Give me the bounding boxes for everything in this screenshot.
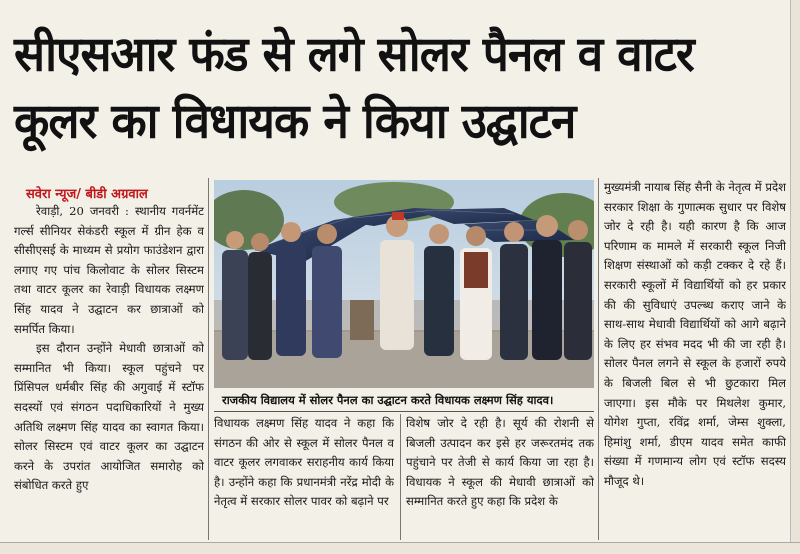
news-photo-image: [214, 180, 594, 388]
byline: सवेरा न्यूज/ बीडी अग्रवाल: [26, 187, 148, 202]
column-divider: [208, 178, 209, 540]
column-divider: [400, 414, 401, 540]
page-bottom-edge: [0, 542, 800, 554]
article-paragraph: विशेष जोर दे रही है। सूर्य की रोशनी से बिजली उत्पादन कर इसे हर जरूरतमंद तक पहुंचाने पर तेजी से कार्य किया जा रहा है। विधायक ने स्कूल की मेधावी छात्राओं को सम्मानित करते हुए कहा कि प्रदेश के: [406, 416, 594, 509]
headline-line-2: कूलर का विधायक ने किया उद्घाटन: [14, 92, 576, 150]
page-edge: [790, 0, 800, 554]
column-divider: [598, 178, 599, 540]
article-column-3: [406, 414, 594, 540]
headline: [14, 20, 786, 154]
article-paragraph: मुख्यमंत्री नायाब सिंह सैनी के नेतृत्व में प्रदेश सरकार शिक्षा के गुणात्मक सुधार पर विशेष जोर दे रही है। यही कारण है कि आज परिणाम क मामले में सरकारी स्कूल निजी शिक्षण संस्थाओं को कड़ी टक्कर दे रहे हैं। सरकारी स्कूलों में विद्यार्थियों को हर प्रकार की की सुविधाएं उपल्ब्ध कराए जाने के साथ-साथ मेधावी विद्यार्थियों को आगे बढ़ाने के लिए हर संभव मदद भी की जा रही है। सोलर पैनल लगने से स्कूल के हजारों रुपये के बिजली बिल से भी छुटकारा मिल जाएगा। इस मौके पर मिथलेश कुमार, योगेश गुप्ता, रविंद्र शर्मा, जेम्स शुक्ला, हिमांशु शर्मा, डीएम यादव समेत काफी संख्या में गणमान्य लोग एवं स्टॉफ सदस्य मौजूद थे।: [604, 180, 786, 488]
photo-caption: राजकीय विद्यालय में सोलर पैनल का उद्घाटन करते विधायक लक्ष्मण सिंह यादव।: [214, 390, 594, 412]
headline-line-1: सीएसआर फंड से लगे सोलर पैनल व वाटर: [14, 25, 694, 82]
article-column-2: [214, 414, 394, 540]
article-paragraph: विधायक लक्ष्मण सिंह यादव ने कहा कि संगठन की ओर से स्कूल में सोलर पैनल व वाटर कूलर लगवाकर सराहनीय कार्य किया है। उन्होंने कहा कि प्रधानमंत्री नरेंद्र मोदी के नेतृत्व में सरकार सोलर पावर को बढ़ाने पर: [214, 416, 394, 509]
article-column-1: [14, 202, 204, 540]
article-column-4: [604, 178, 786, 540]
article-paragraph: रेवाड़ी, 20 जनवरी : स्थानीय गवर्नमेंट गर्ल्स सीनियर सेकंडरी स्कूल में ग्रीन हेक व सीसीएसई के माध्यम से प्रयोग फाउंडेशन द्वारा लगाए गए पांच किलोवाट के सोलर सिस्टम तथा वाटर कूलर का रेवाड़ी विधायक लक्ष्मण सिंह यादव ने उद्घाटन कर छात्राओं को समर्पित किया।: [14, 204, 204, 336]
article-paragraph: इस दौरान उन्होंने मेधावी छात्राओं को सम्मानित भी किया। स्कूल पहुंचने पर प्रिंसिपल धर्मबीर सिंह की अगुवाई में स्टॉफ सदस्यों एवं संगठन पदाधिकारियों ने मुख्य अतिथि लक्ष्मण सिंह यादव का स्वागत किया। सोलर सिस्टम एवं वाटर कूलर का उद्घाटन करने के उपरांत आयोजित समारोह को संबोधित करते हुए: [14, 341, 204, 493]
news-photo: [214, 180, 594, 388]
